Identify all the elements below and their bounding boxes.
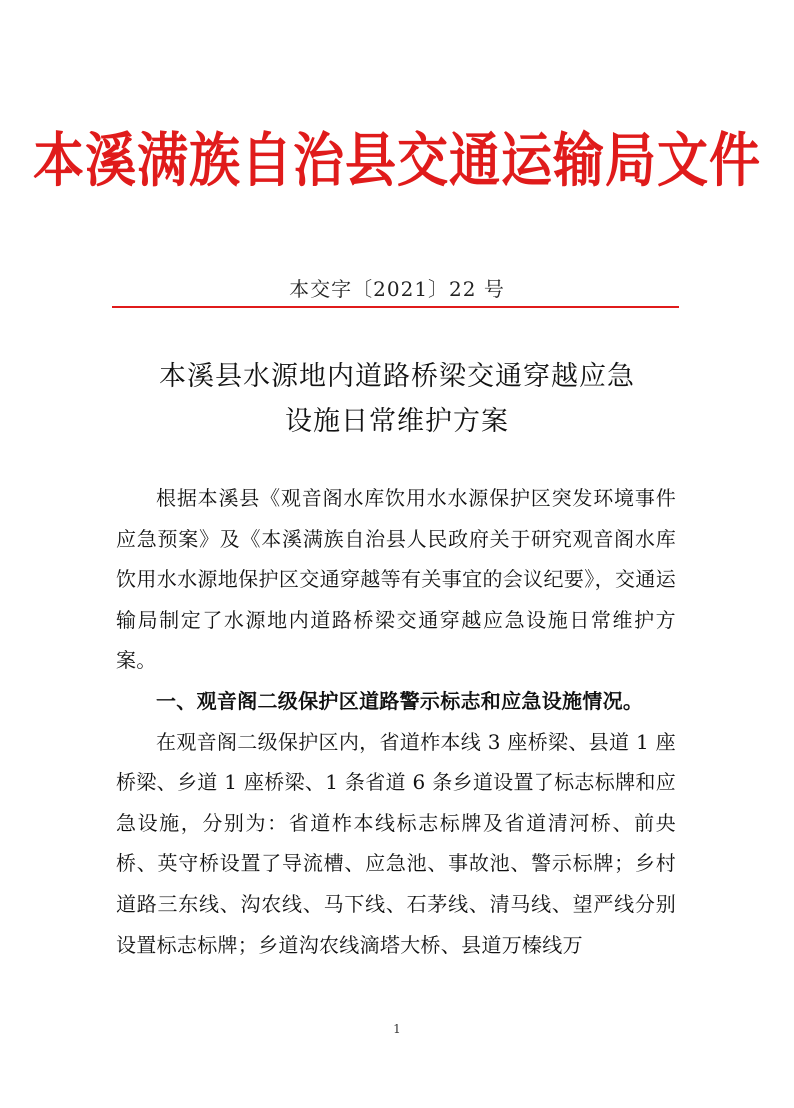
body-paragraph-section1: 在观音阁二级保护区内，省道柞本线 3 座桥梁、县道 1 座桥梁、乡道 1 座桥梁、1 条省道 6 条乡道设置了标志标牌和应急设施，分别为：省道柞本线标志标牌及省道清河桥、前央桥、英守桥设置了导流槽、应急池、事故池、警示标牌；乡村道路三东线、沟农线、马下线、石茅线、清马线、望严线分别设置标志标牌；乡道沟农线滴塔大桥、县道万榛线万	[116, 729, 676, 957]
document-title-line2: 设施日常维护方案	[285, 406, 509, 437]
page-number: 1	[393, 1022, 401, 1036]
section-heading-1: 一、观音阁二级保护区道路警示标志和应急设施情况。	[156, 688, 644, 713]
document-title-line1: 本溪县水源地内道路桥梁交通穿越应急	[159, 361, 635, 392]
document-header-title: 本溪满族自治县交通运输局文件	[32, 127, 761, 196]
body-paragraph-intro: 根据本溪县《观音阁水库饮用水水源保护区突发环境事件应急预案》及《本溪满族自治县人民政府关于研究观音阁水库饮用水水源地保护区交通穿越等有关事宜的会议纪要》，交通运输局制定了水源地内道路桥梁交通穿越应急设施日常维护方案。	[116, 486, 676, 673]
header-divider	[112, 306, 679, 308]
document-number: 本交字〔2021〕22 号	[289, 277, 505, 301]
document-body	[116, 478, 676, 965]
document-title	[0, 354, 794, 444]
